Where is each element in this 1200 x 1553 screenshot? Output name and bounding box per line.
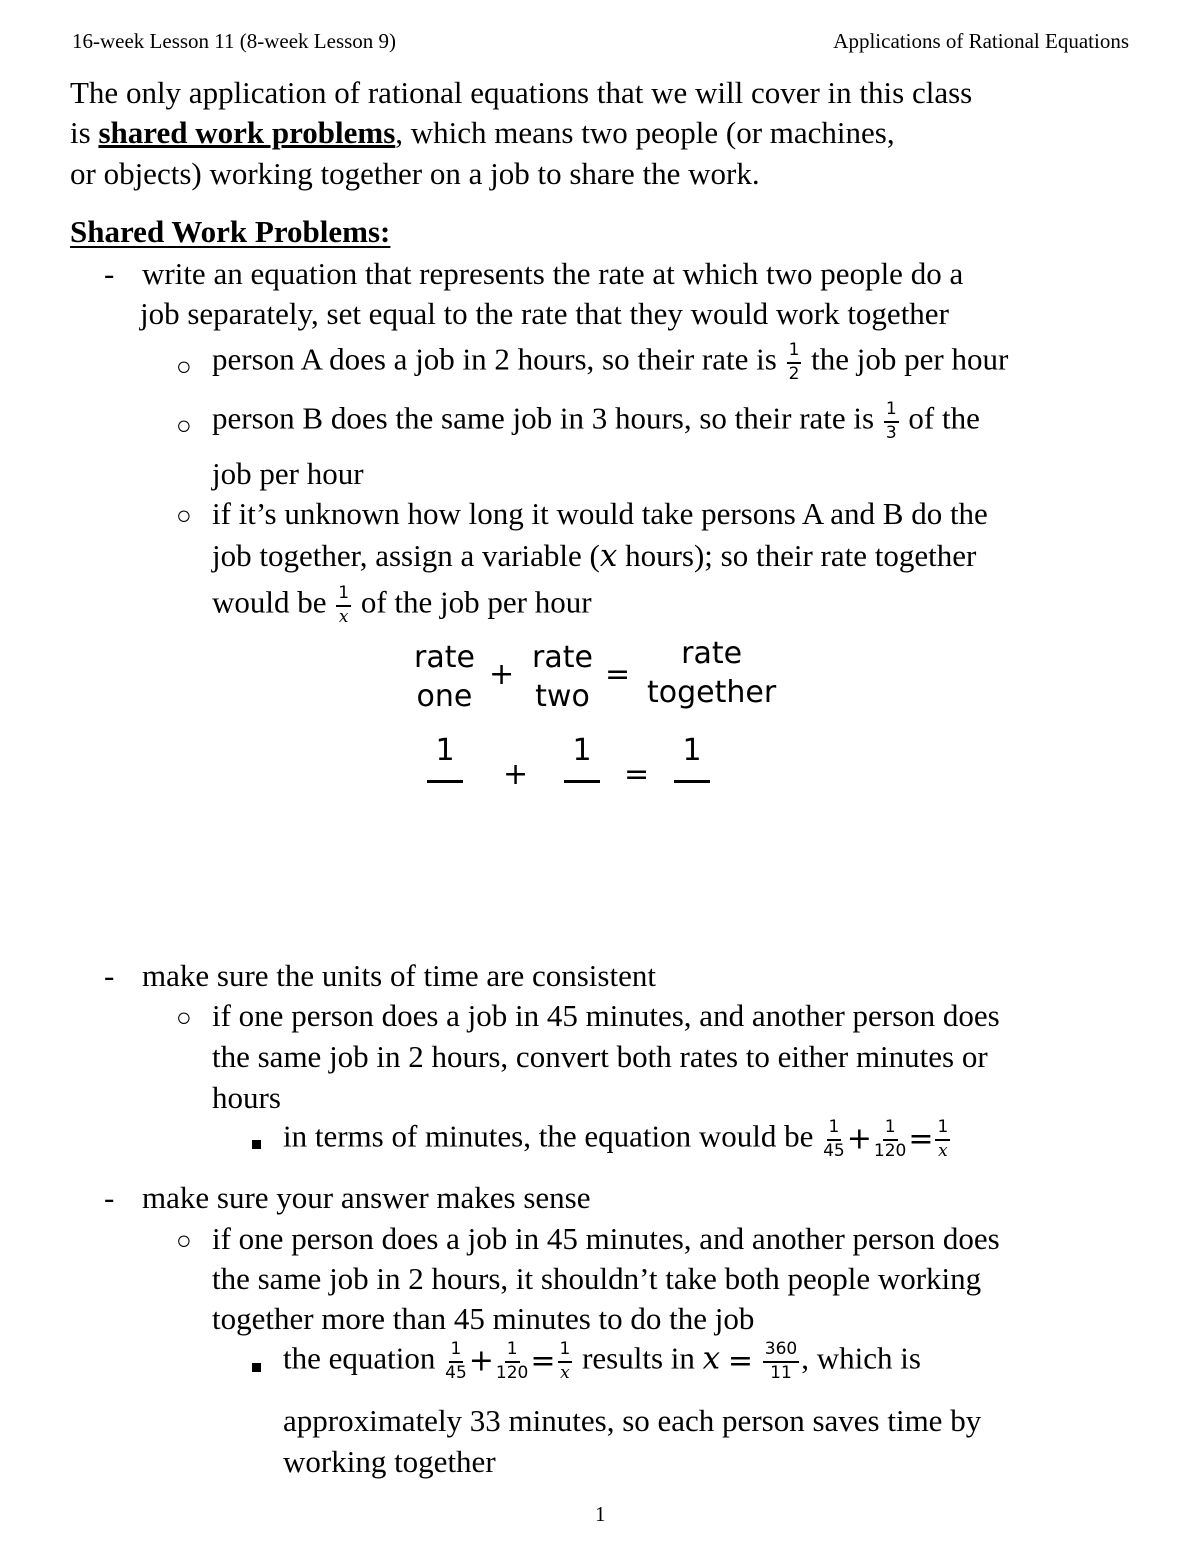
sub-item-text: of the job per hour: [360, 584, 592, 620]
equals-sign: =: [605, 657, 631, 692]
fraction: [823, 1119, 845, 1160]
circle-bullet-icon: ○: [176, 352, 192, 381]
bullet3-line-together: working together: [283, 1444, 496, 1479]
fraction: [496, 1341, 528, 1382]
fraction-numerator: 1: [884, 401, 899, 423]
equals-sign: =: [908, 1121, 934, 1157]
fraction-numerator: 1: [682, 733, 702, 768]
fraction-denominator: 3: [885, 423, 897, 443]
circle-bullet-icon: ○: [176, 1003, 192, 1032]
fraction-denominator: x: [560, 1363, 570, 1383]
bullet2-sub-line-3: hours: [212, 1080, 281, 1115]
page-number: 1: [595, 1502, 606, 1526]
sub-item-together-line-1: if it’s unknown how long it would take persons A and B do the: [212, 496, 988, 531]
fraction-bar: [674, 780, 710, 783]
key-term: shared work problems: [98, 115, 396, 150]
equation-text: results in: [582, 1340, 695, 1376]
sub-item-text: hours); so their rate together: [617, 538, 977, 573]
fraction-bar: [427, 780, 463, 783]
fraction-denominator: 11: [770, 1363, 792, 1383]
fraction-denominator: x: [338, 607, 349, 627]
sub-item-text: person A does a job in 2 hours, so their rate is: [212, 341, 777, 377]
intro-line-2-pre: is: [70, 115, 99, 150]
bullet2-line-1: make sure the units of time are consistent: [142, 958, 656, 993]
rate-together: [647, 634, 776, 712]
bullet2-sub-line-1: if one person does a job in 45 minutes, and another person does: [212, 998, 1000, 1033]
square-bullet-icon: [252, 1140, 261, 1149]
sub-item-text: person B does the same job in 3 hours, so their rate is: [212, 400, 875, 436]
rate-label: rate: [681, 636, 743, 671]
rate-label: one: [416, 679, 473, 714]
dash-bullet: -: [104, 1180, 115, 1215]
sub-item-together-line-2: [212, 540, 976, 572]
header-right: Applications of Rational Equations: [833, 29, 1129, 53]
equals-sign: =: [530, 1343, 556, 1379]
sub-item-person-b-line-2: job per hour: [212, 456, 364, 491]
fraction: [336, 585, 351, 626]
fraction: [445, 1341, 467, 1382]
intro-line-1: The only application of rational equations that we will cover in this class: [70, 75, 973, 110]
equals-sign: =: [624, 757, 650, 792]
intro-line-2-post: , which means two people (or machines,: [395, 115, 895, 150]
sub-item-text: of the: [908, 400, 980, 436]
blank-fraction-1: [427, 733, 463, 783]
fraction: [935, 1119, 950, 1160]
equation-text: the equation: [283, 1340, 436, 1376]
bullet3-sub-line-2: the same job in 2 hours, it shouldn’t take both people working: [212, 1261, 982, 1296]
fraction-numerator: 1: [435, 733, 455, 768]
sub-item-together-line-3: [212, 585, 592, 626]
bullet3-equation-line: [283, 1341, 921, 1382]
equals-sign: =: [727, 1343, 754, 1379]
bullet3-sub-line-3: together more than 45 minutes to do the job: [212, 1301, 755, 1336]
fraction-denominator: 45: [823, 1141, 845, 1161]
fraction-denominator: 45: [445, 1363, 467, 1383]
header-left: 16-week Lesson 11 (8-week Lesson 9): [72, 29, 397, 53]
dash-bullet: -: [104, 958, 115, 993]
dash-bullet: -: [104, 256, 115, 291]
plus-sign: +: [846, 1121, 872, 1157]
plus-sign: +: [503, 757, 529, 792]
intro-line-3: or objects) working together on a job to share the work.: [70, 156, 760, 191]
bullet3-line-1: make sure your answer makes sense: [142, 1180, 591, 1215]
fraction-numerator: 360: [763, 1341, 799, 1363]
fraction-numerator: 1: [787, 342, 802, 364]
bullet1-line-1: write an equation that represents the rate at which two people do a: [142, 256, 964, 291]
rate-label: two: [535, 679, 590, 714]
fraction-denominator: 120: [873, 1141, 907, 1161]
fraction-numerator: 1: [827, 1119, 842, 1141]
fraction: [884, 401, 899, 442]
fraction-numerator: 1: [505, 1341, 520, 1363]
equation-text: , which is: [801, 1340, 921, 1376]
fraction: [763, 1341, 799, 1382]
rate-two: [532, 638, 593, 716]
circle-bullet-icon: ○: [176, 411, 192, 440]
blank-fraction-3: [674, 733, 710, 783]
fraction-numerator: 1: [336, 585, 351, 607]
sub-item-text: the job per hour: [811, 341, 1009, 377]
plus-sign: +: [489, 657, 515, 692]
bullet3-sub-line-1: if one person does a job in 45 minutes, and another person does: [212, 1221, 1000, 1256]
bullet3-line-approx: approximately 33 minutes, so each person saves time by: [283, 1403, 982, 1438]
rate-one: [414, 638, 475, 716]
variable: x: [599, 538, 618, 574]
bullet2-sub-line-2: the same job in 2 hours, convert both rates to either minutes or: [212, 1039, 988, 1074]
rate-label: rate: [414, 640, 475, 675]
equation-text: in terms of minutes, the equation would be: [283, 1118, 814, 1154]
blank-fraction-2: [564, 733, 600, 783]
plus-sign: +: [468, 1343, 494, 1379]
fraction-denominator: x: [938, 1141, 948, 1161]
fraction-numerator: 1: [883, 1119, 898, 1141]
bullet1-line-2: job separately, set equal to the rate that they would work together: [140, 296, 949, 331]
fraction-numerator: 1: [449, 1341, 464, 1363]
fraction: [874, 1119, 906, 1160]
fraction-numerator: 1: [572, 733, 592, 768]
variable: x: [702, 1340, 721, 1377]
fraction-numerator: 1: [558, 1341, 573, 1363]
sub-item-person-b: [212, 401, 980, 442]
section-heading: Shared Work Problems:: [70, 214, 391, 249]
sub-item-text: job together, assign a variable (: [212, 538, 600, 573]
bullet2-equation-line: [283, 1119, 952, 1160]
intro-line-2: [70, 117, 895, 148]
sub-item-text: would be: [212, 584, 327, 620]
circle-bullet-icon: ○: [176, 501, 192, 530]
fraction-denominator: 120: [495, 1363, 529, 1383]
fraction: [787, 342, 802, 383]
fraction: [558, 1341, 573, 1382]
fraction-numerator: 1: [935, 1119, 950, 1141]
fraction-bar: [564, 780, 600, 783]
square-bullet-icon: [252, 1363, 261, 1372]
sub-item-person-a: [212, 342, 1008, 383]
fraction-denominator: 2: [788, 364, 800, 384]
rate-label: together: [647, 675, 777, 710]
circle-bullet-icon: ○: [176, 1226, 192, 1255]
rate-label: rate: [532, 640, 593, 675]
